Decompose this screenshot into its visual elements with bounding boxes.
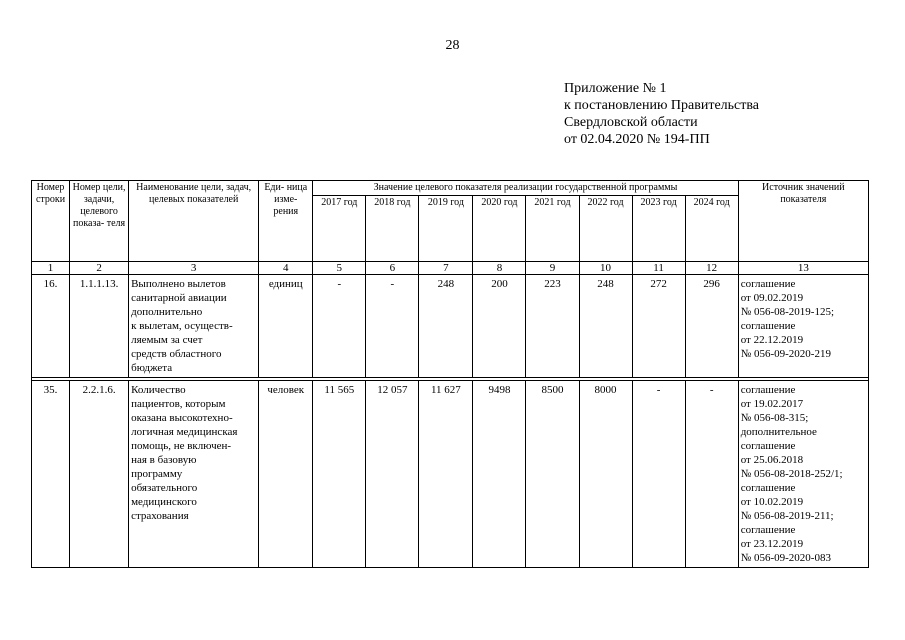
source-line: № 056-09-2020-219 xyxy=(740,348,831,360)
value-2019: 11 627 xyxy=(419,381,473,568)
source-line: соглашение xyxy=(740,320,796,332)
header-source: Источник значений показателя xyxy=(738,181,868,262)
column-number: 8 xyxy=(473,262,526,275)
column-number: 5 xyxy=(313,262,366,275)
header-year: 2019 год xyxy=(419,196,473,262)
column-number: 12 xyxy=(685,262,738,275)
column-number: 6 xyxy=(366,262,419,275)
indicator-name xyxy=(129,381,259,568)
column-number: 10 xyxy=(579,262,632,275)
indicator-name-line: Количество xyxy=(131,384,186,396)
header-year: 2024 год xyxy=(685,196,738,262)
source-line: от 19.02.2017 xyxy=(740,398,804,410)
source xyxy=(738,381,868,568)
source xyxy=(738,275,868,378)
source-line: от 22.12.2019 xyxy=(740,334,804,346)
target-indicators-table xyxy=(31,180,869,568)
indicator-name-line: оказана высокотехно- xyxy=(131,412,233,424)
appendix-line: от 02.04.2020 № 194-ПП xyxy=(564,132,710,147)
source-line: от 09.02.2019 xyxy=(740,292,804,304)
source-line: соглашение xyxy=(740,524,796,536)
source-line: от 25.06.2018 xyxy=(740,454,804,466)
appendix-line: Приложение № 1 xyxy=(564,81,667,96)
column-number: 11 xyxy=(632,262,685,275)
source-line: № 056-08-2018-252/1; xyxy=(740,468,843,480)
column-number: 9 xyxy=(526,262,579,275)
header-year: 2023 год xyxy=(632,196,685,262)
header-row-number: Номер строки xyxy=(32,181,70,262)
value-2020: 9498 xyxy=(473,381,526,568)
value-2023: 272 xyxy=(632,275,685,378)
unit: человек xyxy=(259,381,313,568)
table-header-row xyxy=(32,181,869,196)
indicator-name-line: обязательного xyxy=(131,482,198,494)
value-2022: 248 xyxy=(579,275,632,378)
table-row xyxy=(32,381,869,568)
indicator-name-line: к вылетам, осуществ- xyxy=(131,320,233,332)
header-year: 2020 год xyxy=(473,196,526,262)
source-line: № 056-08-315; xyxy=(740,412,809,424)
header-goal-number: Номер цели, задачи, целевого показа- теля xyxy=(70,181,129,262)
value-2018: 12 057 xyxy=(366,381,419,568)
goal-number: 1.1.1.13. xyxy=(70,275,129,378)
value-2022: 8000 xyxy=(579,381,632,568)
value-2018: - xyxy=(366,275,419,378)
row-number: 35. xyxy=(32,381,70,568)
value-2021: 223 xyxy=(526,275,579,378)
source-line: от 10.02.2019 xyxy=(740,496,804,508)
indicator-name-line: пациентов, которым xyxy=(131,398,226,410)
unit: единиц xyxy=(259,275,313,378)
indicator-name-line: программу xyxy=(131,468,183,480)
value-2020: 200 xyxy=(473,275,526,378)
column-number: 13 xyxy=(738,262,868,275)
source-line: соглашение xyxy=(740,384,796,396)
indicator-name-line: помощь, не включен- xyxy=(131,440,232,452)
indicator-name-line: дополнительно xyxy=(131,306,203,318)
header-values-title: Значение целевого показателя реализации государственной программы xyxy=(313,181,738,196)
indicator-name-line: Выполнено вылетов xyxy=(131,278,226,290)
indicator-name-line: санитарной авиации xyxy=(131,292,227,304)
indicator-name-line: ная в базовую xyxy=(131,454,197,466)
indicator-name-line: страхования xyxy=(131,510,189,522)
source-line: соглашение xyxy=(740,278,796,290)
source-line: дополнительное xyxy=(740,426,817,438)
source-line: от 23.12.2019 xyxy=(740,538,804,550)
indicator-name xyxy=(129,275,259,378)
column-number: 7 xyxy=(419,262,473,275)
appendix-line: Свердловской области xyxy=(564,115,698,130)
source-line: № 056-09-2020-083 xyxy=(740,552,831,564)
header-year: 2022 год xyxy=(579,196,632,262)
source-line: соглашение xyxy=(740,482,796,494)
page-number: 28 xyxy=(445,38,460,53)
value-2023: - xyxy=(632,381,685,568)
column-numbers-row xyxy=(32,262,869,275)
value-2017: 11 565 xyxy=(313,381,366,568)
header-year: 2018 год xyxy=(366,196,419,262)
source-line: № 056-08-2019-125; xyxy=(740,306,834,318)
value-2024: - xyxy=(685,381,738,568)
value-2019: 248 xyxy=(419,275,473,378)
value-2021: 8500 xyxy=(526,381,579,568)
goal-number: 2.2.1.6. xyxy=(70,381,129,568)
value-2024: 296 xyxy=(685,275,738,378)
column-number: 4 xyxy=(259,262,313,275)
header-unit: Еди- ница изме- рения xyxy=(259,181,313,262)
source-line: № 056-08-2019-211; xyxy=(740,510,834,522)
header-year: 2017 год xyxy=(313,196,366,262)
appendix-header xyxy=(564,80,759,148)
appendix-line: к постановлению Правительства xyxy=(564,98,760,113)
header-year: 2021 год xyxy=(526,196,579,262)
header-name: Наименование цели, задач, целевых показателей xyxy=(129,181,259,262)
indicator-name-line: логичная медицинская xyxy=(131,426,238,438)
source-line: соглашение xyxy=(740,440,796,452)
column-number: 1 xyxy=(32,262,70,275)
indicator-name-line: ляемым за счет xyxy=(131,334,203,346)
column-number: 3 xyxy=(129,262,259,275)
indicator-name-line: бюджета xyxy=(131,362,173,374)
column-number: 2 xyxy=(70,262,129,275)
table-row xyxy=(32,275,869,378)
indicator-name-line: медицинского xyxy=(131,496,197,508)
indicator-name-line: средств областного xyxy=(131,348,222,360)
value-2017: - xyxy=(313,275,366,378)
row-number: 16. xyxy=(32,275,70,378)
